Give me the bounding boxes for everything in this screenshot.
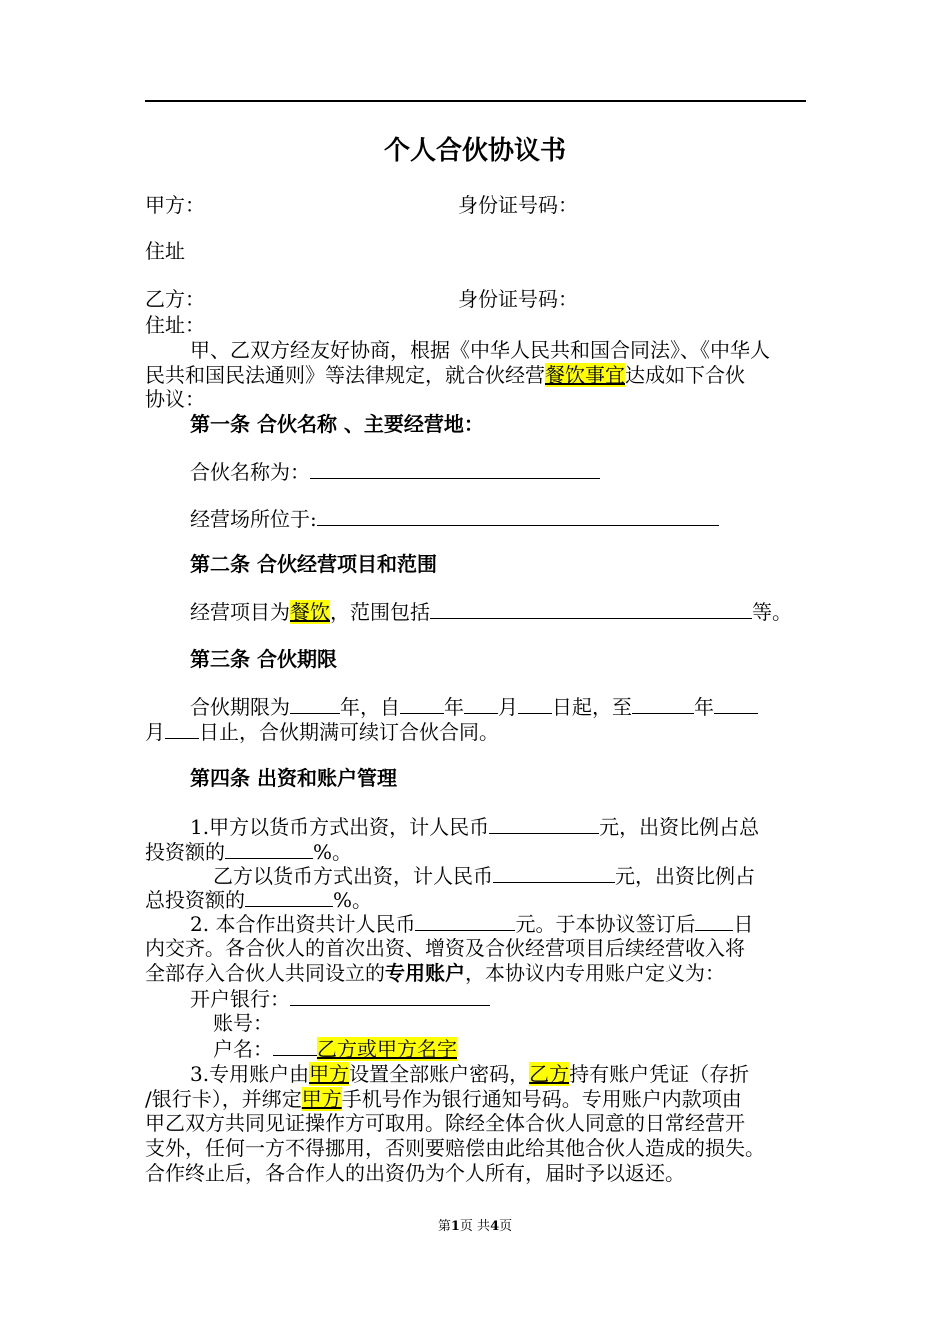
- clause-3-line-2: [145, 1086, 742, 1112]
- fill-in-blank: [464, 693, 498, 714]
- text-segment: 第: [437, 1219, 451, 1234]
- highlight-party-b: 乙方: [529, 1062, 570, 1086]
- page-number: 1: [450, 1219, 460, 1234]
- text-segment: 专用账户: [385, 961, 465, 985]
- highlight-party-a-2: 甲方: [301, 1087, 342, 1111]
- text-segment: 民共和国民法通则》等法律规定，就合伙经营: [145, 363, 545, 387]
- clause-2-line-1: [190, 910, 753, 937]
- text-segment: 元，出资比例占: [615, 864, 755, 888]
- intro-line-3: 协议：: [145, 387, 205, 411]
- highlight-party-a-1: 甲方: [309, 1062, 350, 1086]
- clause-2-line-2: 内交齐。各合伙人的首次出资、增资及合伙经营项目后续经营收入将: [145, 936, 745, 960]
- text-segment: 年，自: [340, 695, 400, 719]
- text-segment: 月: [498, 695, 518, 719]
- page-total: 4: [490, 1219, 500, 1234]
- text-segment: 持有账户凭证（存折: [569, 1062, 750, 1086]
- intro-line-2: [145, 362, 745, 388]
- fill-in-blank: [245, 886, 333, 907]
- article-1-heading: 第一条 合伙名称 、主要经营地：: [190, 412, 484, 436]
- fill-in-blank: [400, 693, 444, 714]
- party-b-address-label: 住址：: [145, 313, 205, 337]
- text-segment: %。: [313, 840, 353, 864]
- text-segment: 年: [694, 695, 714, 719]
- party-a-address-label: 住址: [145, 239, 185, 263]
- clause-3-line-3: 甲乙双方共同见证操作方可取用。除经全体合伙人同意的日常经营开: [145, 1111, 745, 1135]
- text-segment: 等。: [752, 600, 792, 624]
- text-segment: 总投资额的: [145, 888, 245, 912]
- header-rule: [145, 100, 806, 102]
- fill-in-blank: [489, 813, 599, 834]
- clause-3-line-4: 支外，任何一方不得挪用，否则要赔偿由此给其他合伙人造成的损失。: [145, 1136, 765, 1160]
- text-segment: 3.专用账户由: [190, 1062, 310, 1086]
- party-a-label: 甲方：: [145, 193, 205, 217]
- account-holder-line: [213, 1035, 457, 1062]
- fill-in-blank: [695, 910, 733, 931]
- text-segment: 经营项目为: [190, 600, 290, 624]
- text-segment: 元。于本协议签订后: [515, 912, 696, 936]
- text-segment: ，范围包括: [330, 600, 430, 624]
- text-segment: 合伙期限为: [190, 695, 290, 719]
- highlight-holder-name: 乙方或甲方名字: [317, 1037, 457, 1061]
- bank-line: [190, 985, 490, 1012]
- term-line-2: [145, 718, 499, 745]
- clause-1-line-2: [145, 838, 352, 865]
- text-segment: /银行卡），并绑定: [145, 1087, 302, 1111]
- text-segment: 年: [444, 695, 464, 719]
- intro-line-1: 甲、乙双方经友好协商，根据《中华人民共和国合同法》、《中华人: [190, 338, 770, 362]
- text-segment: 月: [145, 720, 165, 744]
- partnership-name-blank: [310, 458, 600, 479]
- business-place-line: [190, 505, 719, 532]
- party-b-label: 乙方：: [145, 287, 205, 311]
- text-segment: 日: [733, 912, 754, 936]
- text-segment: 户名：: [213, 1037, 273, 1061]
- text-segment: 2. 本合作出资共计人民币: [190, 912, 416, 936]
- clause-1-line-1: [190, 813, 759, 840]
- clause-3-line-5: 合作终止后，各合作人的出资仍为个人所有，届时予以返还。: [145, 1161, 685, 1185]
- text-segment: 开户银行：: [190, 987, 290, 1011]
- highlight-catering: 餐饮: [290, 600, 330, 624]
- text-segment: 全部存入合伙人共同设立的: [145, 961, 385, 985]
- clause-2-line-3: [145, 960, 725, 986]
- text-segment: 经营场所位于:: [190, 507, 317, 531]
- account-number-label: 账号：: [213, 1011, 273, 1035]
- fill-in-blank: [290, 693, 340, 714]
- text-segment: ，本协议内专用账户定义为：: [465, 961, 725, 985]
- text-segment: 设置全部账户密码，: [349, 1062, 530, 1086]
- clause-1b-line-2: [145, 886, 372, 913]
- text-segment: 日止，合伙期满可续订合伙合同。: [199, 720, 499, 744]
- text-segment: 合伙名称为：: [190, 460, 310, 484]
- text-segment: 乙方以货币方式出资，计人民币: [213, 864, 493, 888]
- text-segment: 页 共: [459, 1219, 491, 1234]
- text-segment: %。: [333, 888, 373, 912]
- business-scope-line: [190, 598, 792, 625]
- party-b-id-label: 身份证号码：: [458, 287, 578, 311]
- partnership-name-line: [190, 458, 600, 485]
- article-3-heading: 第三条 合伙期限: [190, 647, 337, 671]
- fill-in-blank: [493, 862, 615, 883]
- fill-in-blank: [225, 838, 313, 859]
- text-segment: 达成如下合伙: [625, 363, 745, 387]
- fill-in-blank: [714, 693, 758, 714]
- fill-in-blank: [415, 910, 515, 931]
- fill-in-blank: [165, 718, 199, 739]
- clause-1b-line-1: [213, 862, 755, 889]
- highlight-catering-matters: 餐饮事宜: [545, 363, 625, 387]
- text-segment: 投资额的: [145, 840, 225, 864]
- bank-blank: [290, 985, 490, 1006]
- document-title: 个人合伙协议书: [383, 136, 566, 166]
- fill-in-blank: [518, 693, 552, 714]
- article-2-heading: 第二条 合伙经营项目和范围: [190, 552, 437, 576]
- fill-in-blank: [632, 693, 694, 714]
- text-segment: 日起，至: [552, 695, 632, 719]
- term-line-1: [190, 693, 758, 720]
- party-a-id-label: 身份证号码：: [458, 193, 578, 217]
- page-footer: [0, 1215, 950, 1234]
- text-segment: 1.甲方以货币方式出资，计人民币: [190, 815, 490, 839]
- article-4-heading: 第四条 出资和账户管理: [190, 766, 397, 790]
- text-segment: 页: [499, 1219, 513, 1234]
- scope-blank: [430, 598, 752, 619]
- clause-3-line-1: [190, 1061, 749, 1087]
- business-place-blank: [317, 505, 719, 526]
- text-segment: 手机号作为银行通知号码。专用账户内款项由: [341, 1087, 742, 1111]
- fill-in-blank: [273, 1035, 317, 1056]
- text-segment: 元，出资比例占总: [599, 815, 760, 839]
